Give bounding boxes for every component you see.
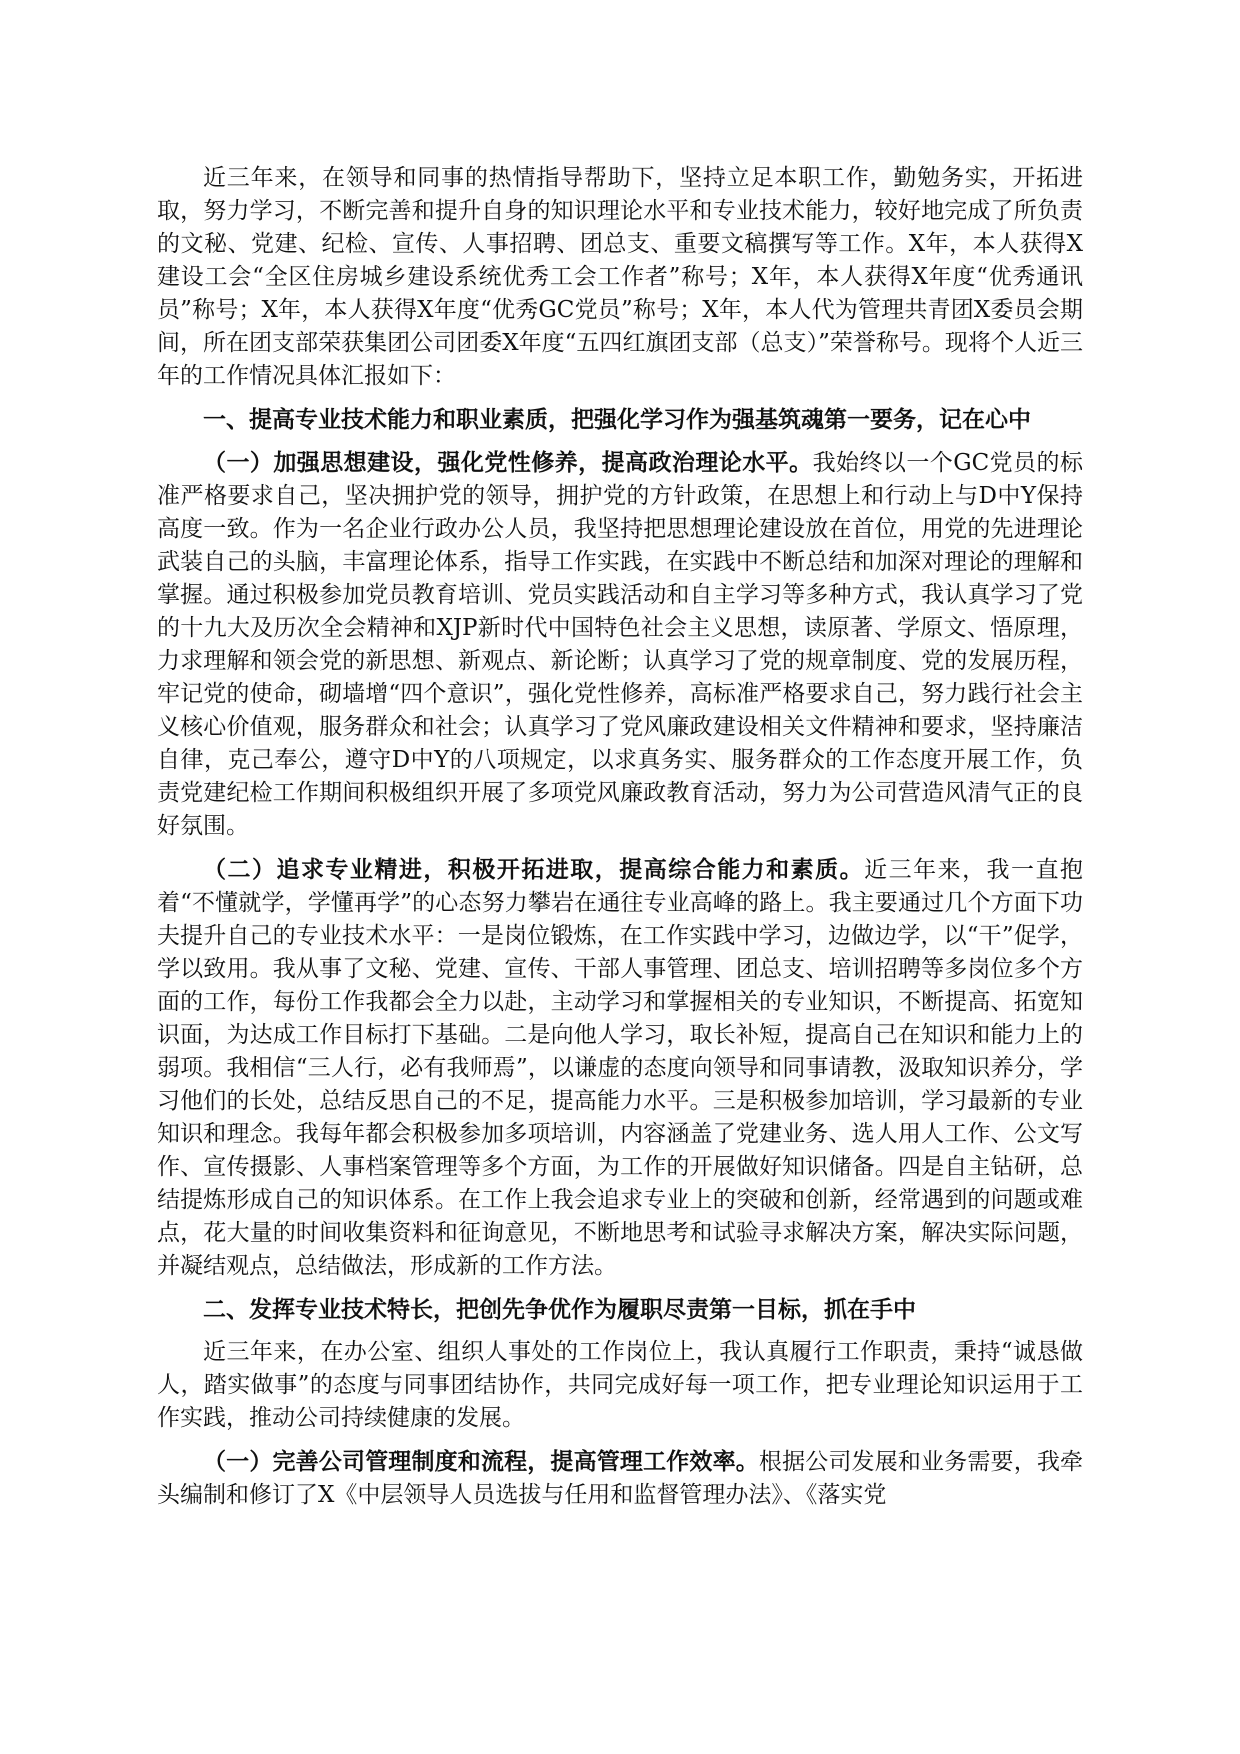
intro-paragraph: 近三年来，在领导和同事的热情指导帮助下，坚持立足本职工作，勤勉务实，开拓进取，努力学习，不断完善和提升自身的知识理论水平和专业技术能力，较好地完成了所负责的文秘、党建、纪检、宣传、人事招聘、团总支、重要文稿撰写等工作。X年，本人获得X建设工会“全区住房城乡建设系统优秀工会工作者”称号；X年，本人获得X年度“优秀通讯员”称号；X年，本人获得X年度“优秀GC党员”称号；X年，本人代为管理共青团X委员会期间，所在团支部荣获集团公司团委X年度“五四红旗团支部（总支）”荣誉称号。现将个人近三年的工作情况具体汇报如下： <box>157 165 1083 389</box>
paragraph-text: 近三年来，我一直抱着“不懂就学，学懂再学”的心态努力攀岩在通往专业高峰的路上。我主要通过几个方面下功夫提升自己的专业技术水平：一是岗位锻炼，在工作实践中学习，边做边学，以“干”促学，学以致用。我从事了文秘、党建、宣传、干部人事管理、团总支、培训招聘等多岗位多个方面的工作，每份工作我都会全力以赴，主动学习和掌握相关的专业知识，不断提高、拓宽知识面，为达成工作目标打下基础。二是向他人学习，取长补短，提高自己在知识和能力上的弱项。我相信“三人行，必有我师焉”，以谦虚的态度向领导和同事请教，汲取知识养分，学习他们的长处，总结反思自己的不足，提高能力水平。三是积极参加培训，学习最新的专业知识和理念。我每年都会积极参加多项培训，内容涵盖了党建业务、选人用人工作、公文写作、宣传摄影、人事档案管理等多个方面，为工作的开展做好知识储备。四是自主钻研，总结提炼形成自己的知识体系。在工作上我会追求专业上的突破和创新，经常遇到的问题或难点，花大量的时间收集资料和征询意见，不断地思考和试验寻求解决方案，解决实际问题，并凝结观点，总结做法，形成新的工作方法。 <box>157 857 1084 1279</box>
subsection-lead: （一）加强思想建设，强化党性修养，提高政治理论水平。 <box>203 449 813 476</box>
section-heading-2: 二、发挥专业技术特长，把创先争优作为履职尽责第一目标，抓在手中 <box>203 1296 916 1323</box>
section-2-intro-paragraph: 近三年来，在办公室、组织人事处的工作岗位上，我认真履行工作职责，秉持“诚恳做人，踏实做事”的态度与同事团结协作，共同完成好每一项工作，把专业理论知识运用于工作实践，推动公司持续健康的发展。 <box>157 1339 1083 1431</box>
subsection-paragraph-1-1 <box>157 446 1083 843</box>
paragraph-text: 我始终以一个GC党员的标准严格要求自己，坚决拥护党的领导，拥护党的方针政策，在思想上和行动上与D中Y保持高度一致。作为一名企业行政办公人员，我坚持把思想理论建设放在首位，用党的先进理论武装自己的头脑，丰富理论体系，指导工作实践，在实践中不断总结和加深对理论的理解和掌握。通过积极参加党员教育培训、党员实践活动和自主学习等多种方式，我认真学习了党的十九大及历次全会精神和XJP新时代中国特色社会主义思想，读原著、学原文、悟原理，力求理解和领会党的新思想、新观点、新论断；认真学习了党的规章制度、党的发展历程，牢记党的使命，砌墙增“四个意识”，强化党性修养，高标准严格要求自己，努力践行社会主义核心价值观，服务群众和社会；认真学习了党风廉政建设相关文件精神和要求，坚持廉洁自律，克己奉公，遵守D中Y的八项规定，以求真务实、服务群众的工作态度开展工作，负责党建纪检工作期间积极组织开展了多项党风廉政教育活动，努力为公司营造风清气正的良好氛围。 <box>157 450 1083 839</box>
subsection-lead: （二）追求专业精进，积极开拓进取，提高综合能力和素质。 <box>203 856 865 883</box>
subsection-lead: （一）完善公司管理制度和流程，提高管理工作效率。 <box>203 1448 759 1475</box>
document-body <box>157 162 1083 1522</box>
paragraph-text: 根据公司发展和业务需要，我牵头编制和修订了X《中层领导人员选拔与任用和监督管理办法》、《落实党 <box>157 1449 1084 1508</box>
section-heading-1: 一、提高专业技术能力和职业素质，把强化学习作为强基筑魂第一要务，记在心中 <box>203 406 1031 433</box>
subsection-paragraph-2-1 <box>157 1445 1083 1512</box>
subsection-paragraph-1-2 <box>157 853 1083 1283</box>
